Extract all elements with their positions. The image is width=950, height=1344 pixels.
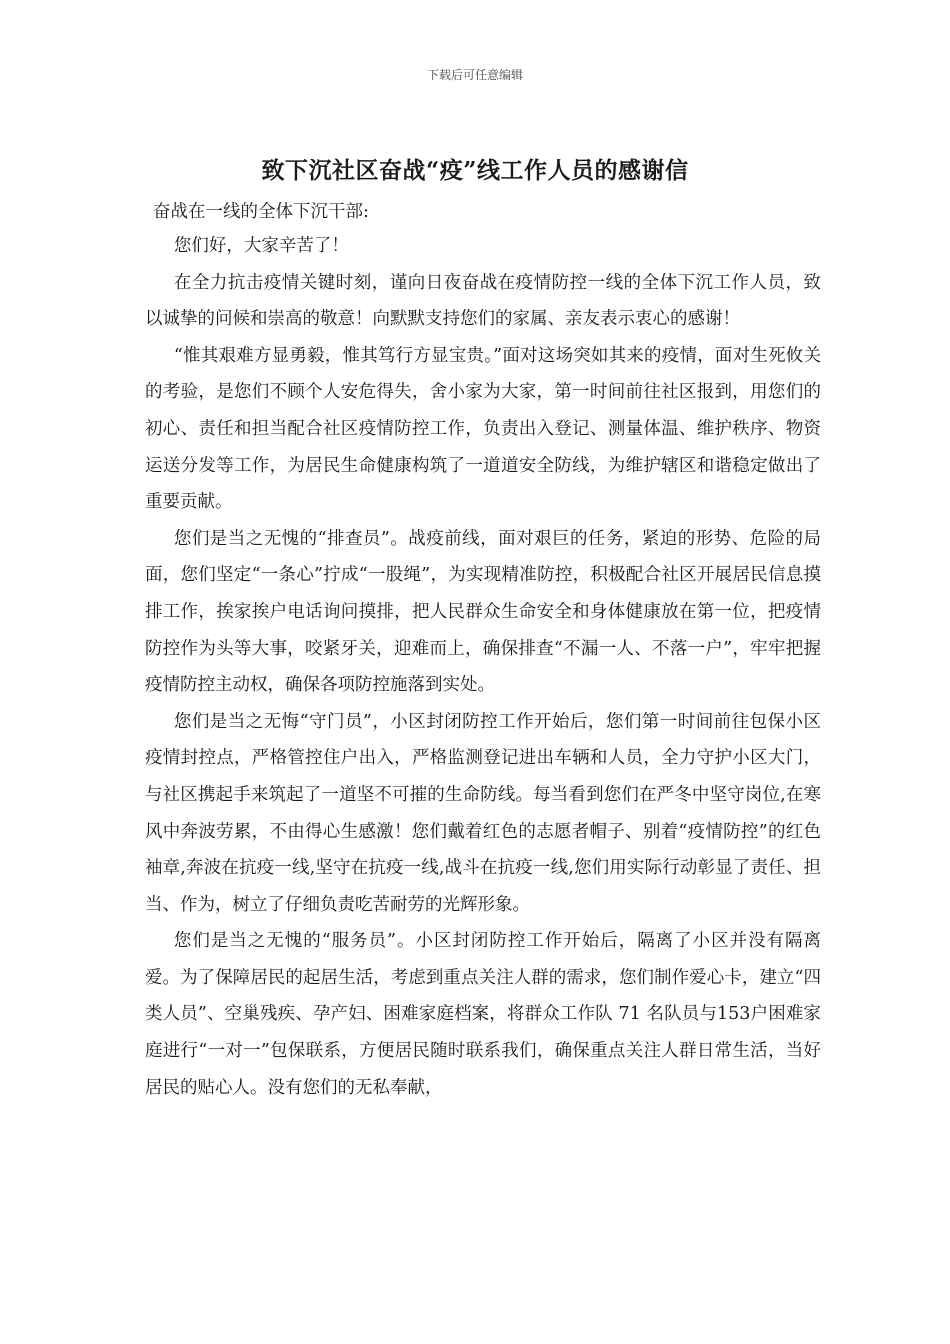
letter-title: 致下沉社区奋战“疫”线工作人员的感谢信 <box>261 157 689 184</box>
header-note: 下载后可任意编辑 <box>426 68 523 82</box>
letter-salutation: 奋战在一线的全体下沉干部: <box>153 202 369 222</box>
paragraph-service: 您们是当之无愧的“服务员”。小区封闭防控工作开始后，隔离了小区并没有隔离爱。为了保障居民的起居生活，考虑到重点关注人群的需求，您们制作爱心卡，建立“四类人员”、空巢残疾、孕产妇、困难家庭档案，将群众工作队 71 名队员与153户困难家庭进行“一对一”包保联系，方便居民随时联系我们，确保重点关注人群日常生活，当好居民的贴心人。没有您们的无私奉献， <box>145 931 821 1098</box>
paragraph-gatekeeper: 您们是当之无悔“守门员”，小区封闭防控工作开始后，您们第一时间前往包保小区疫情封控点，严格管控住户出入，严格监测登记进出车辆和人员，全力守护小区大门，与社区携起手来筑起了一道坚不可摧的生命防线。每当看到您们在严冬中坚守岗位,在寒风中奔波劳累，不由得心生感激！您们戴着红色的志愿者帽子、别着“疫情防控”的红色袖章,奔波在抗疫一线,坚守在抗疫一线,战斗在抗疫一线,您们用实际行动彰显了责任、担当、作为，树立了仔细负责吃苦耐劳的光辉形象。 <box>145 711 821 915</box>
paragraph-respect: 在全力抗击疫情关键时刻，谨向日夜奋战在疫情防控一线的全体下沉工作人员，致以诚挚的问候和崇高的敬意！向默默支持您们的家属、亲友表示衷心的感谢！ <box>145 272 821 330</box>
paragraph-courage: “惟其艰难方显勇毅，惟其笃行方显宝贵。”面对这场突如其来的疫情，面对生死攸关的考验，是您们不顾个人安危得失，舍小家为大家，第一时间前往社区报到，用您们的初心、责任和担当配合社区疫情防控工作，负责出入登记、测量体温、维护秩序、物资运送分发等工作，为居民生命健康构筑了一道道安全防线，为维护辖区和谐稳定做出了重要贡献。 <box>145 345 821 513</box>
paragraph-investigator: 您们是当之无愧的“排查员”。战疫前线，面对艰巨的任务，紧迫的形势、危险的局面，您们坚定“一条心”拧成“一股绳”，为实现精准防控，积极配合社区开展居民信息摸排工作，挨家挨户电话询问摸排，把人民群众生命安全和身体健康放在第一位，把疫情防控作为头等大事，咬紧牙关，迎难而上，确保排查“不漏一人、不落一户”，牢牢把握疫情防控主动权，确保各项防控施落到实处。 <box>145 528 821 696</box>
letter-body <box>145 228 821 1106</box>
paragraph-greeting: 您们好，大家辛苦了！ <box>173 236 349 256</box>
